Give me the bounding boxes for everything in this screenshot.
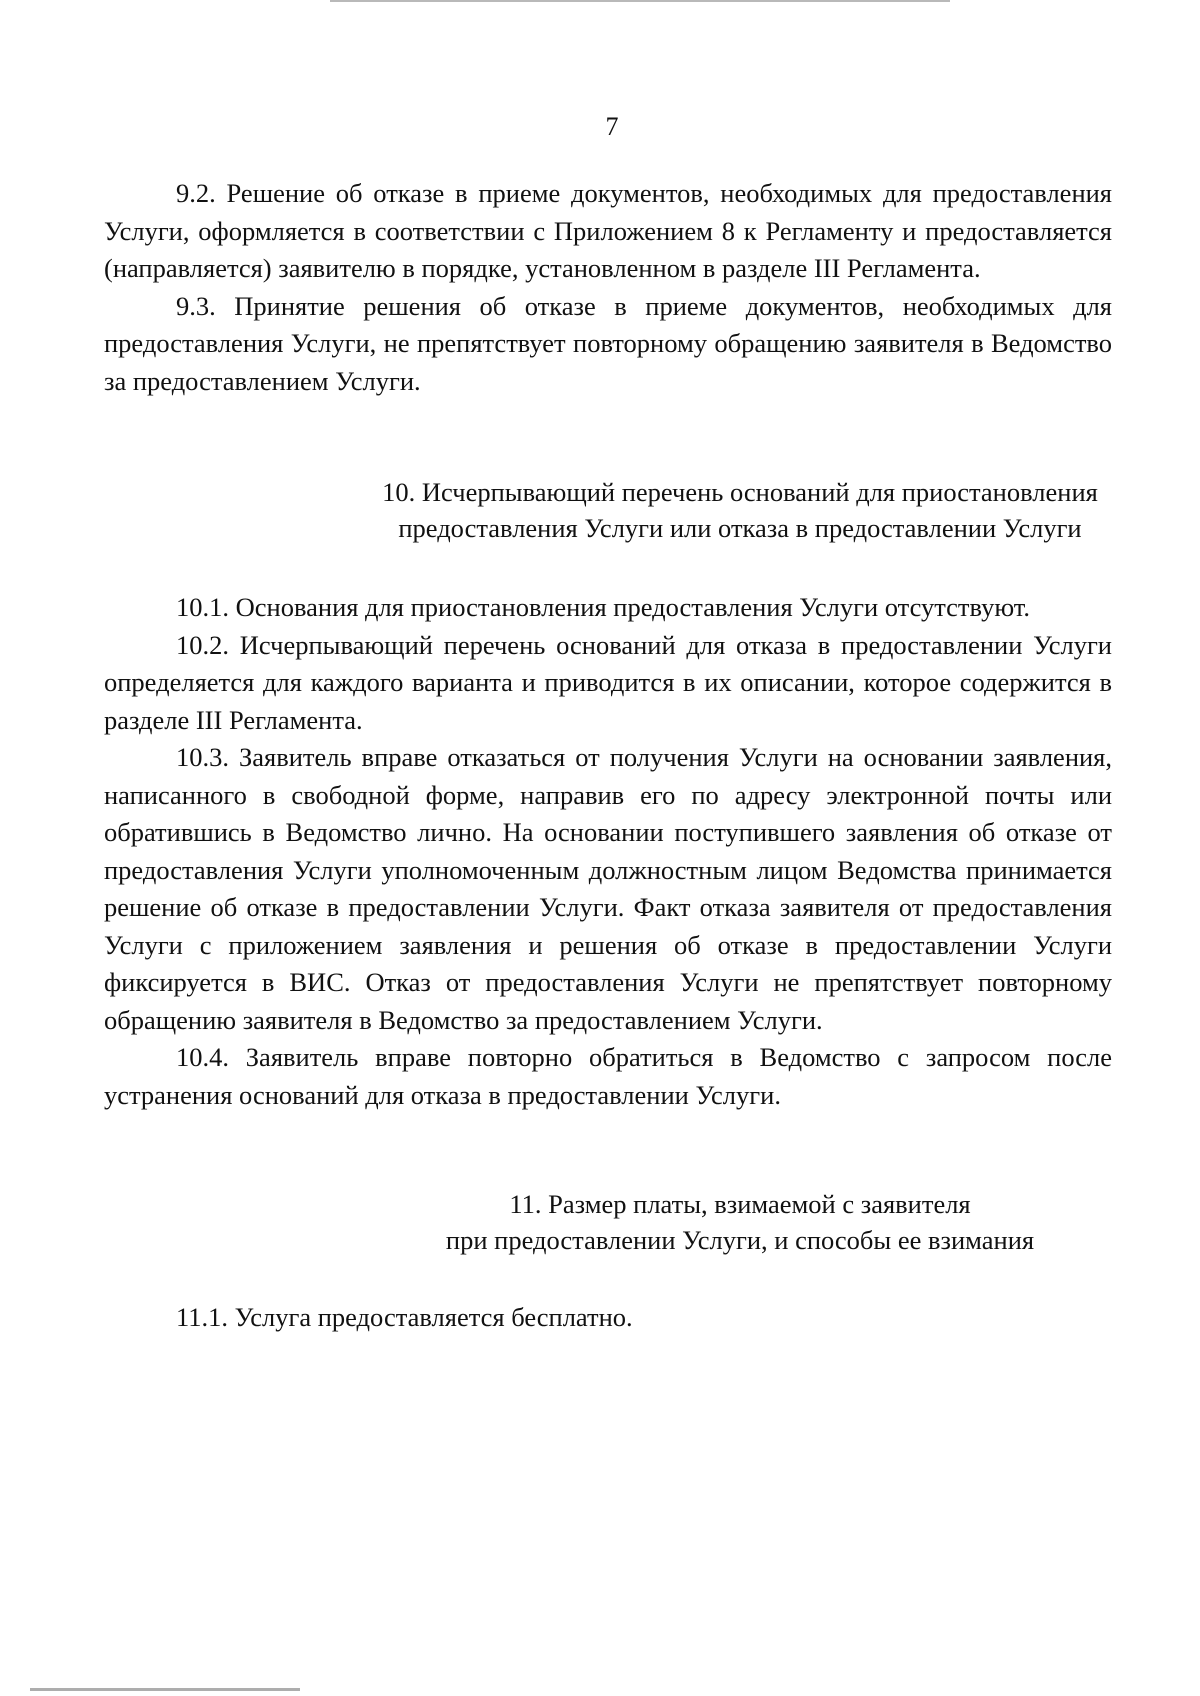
scan-edge-top-divider	[330, 0, 950, 2]
paragraph-10-2: 10.2. Исчерпывающий перечень оснований для отказа в предоставлении Услуги определяется для каждого варианта и приводится в их описании, которое содержится в разделе III Регламента.	[104, 629, 1112, 735]
section-10-heading-line1: 10. Исчерпывающий перечень оснований для приостановления	[382, 477, 1098, 507]
section-10-heading	[240, 474, 1200, 546]
paragraph-9-3: 9.3. Принятие решения об отказе в приеме документов, необходимых для предоставления Услуги, не препятствует повторному обращению заявителя в Ведомство за предоставлением Услуги.	[104, 290, 1112, 396]
section-11-body	[104, 1299, 1112, 1337]
section-9-continuation	[104, 175, 1112, 400]
section-11-heading	[240, 1186, 1200, 1258]
paragraph-10-1: 10.1. Основания для приостановления предоставления Услуги отсутствуют.	[176, 592, 1031, 622]
page-number: 7	[605, 112, 619, 141]
scan-edge-bottom-divider	[30, 1688, 300, 1691]
section-11-heading-line1: 11. Размер платы, взимаемой с заявителя	[509, 1189, 971, 1219]
paragraph-11-1: 11.1. Услуга предоставляется бесплатно.	[176, 1302, 633, 1332]
section-10-body	[104, 589, 1112, 1114]
paragraph-9-2: 9.2. Решение об отказе в приеме документов, необходимых для предоставления Услуги, оформляется в соответствии с Приложением 8 к Регламенту и предоставляется (направляется) заявителю в порядке, установленном в разделе III Регламента.	[104, 178, 1112, 283]
paragraph-10-4: 10.4. Заявитель вправе повторно обратиться в Ведомство с запросом после устранения оснований для отказа в предоставлении Услуги.	[104, 1042, 1112, 1110]
paragraph-10-3: 10.3. Заявитель вправе отказаться от получения Услуги на основании заявления, написанного в свободной форме, направив его по адресу электронной почты или обратившись в Ведомство лично. На основании поступившего заявления об отказе от предоставления Услуги уполномоченным должностным лицом Ведомства принимается решение об отказе в предоставлении Услуги. Факт отказа заявителя от предоставления Услуги с приложением заявления и решения об отказе в предоставлении Услуги фиксируется в ВИС. Отказ от предоставления Услуги не препятствует повторному обращению заявителя в Ведомство за предоставлением Услуги.	[104, 742, 1112, 1035]
section-10-heading-line2: предоставления Услуги или отказа в предоставлении Услуги	[398, 513, 1082, 543]
section-11-heading-line2: при предоставлении Услуги, и способы ее взимания	[445, 1225, 1035, 1255]
